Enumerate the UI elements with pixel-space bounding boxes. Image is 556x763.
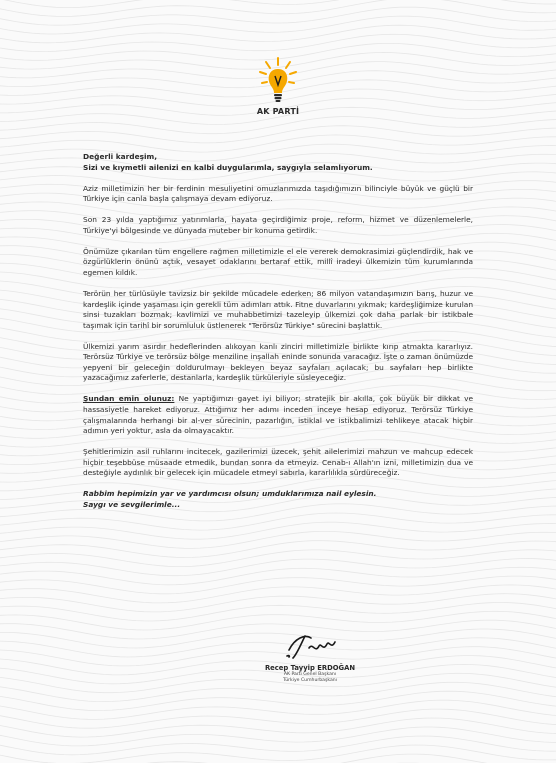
wave-line [0, 718, 556, 737]
wave-line [0, 567, 556, 585]
letter-paragraph: Ülkemizi yarım asırdır hedeflerinden alıkoyan kanlı zinciri milletimizle birlikte kırıp atmakta kararlıyız. Terörsüz Türkiye ve terörsüz bölge menziline inşallah eninde sonunda varacağız. İşte o zaman önümüzde yepyeni bir geleceğin doldurulmayı bekleyen beyaz sayfaları açılacak; bu sayfaları hep birlikte yazacağımız zaferlerle, destanlarla, kardeşlik türküleriyle süsleyeceğiz. [83, 341, 473, 383]
letter-paragraph-emphasis [83, 394, 473, 436]
wave-line [0, 585, 556, 603]
handwritten-signature [275, 628, 345, 662]
letter-paragraph: Önümüze çıkarılan tüm engellere rağmen milletimizle el ele vererek demokrasimizi güçlendirdik, hak ve özgürlüklerin önünü açtık, vesayet odaklarını bertaraf ettik, millî iradeyi ülkemizin tüm kurumlarında egemen kıldık. [83, 246, 473, 277]
signature-block [240, 628, 380, 684]
wave-line [0, 603, 556, 622]
letter-paragraph: Şehitlerimizin asil ruhlarını incitecek, gazilerimizi üzecek, şehit ailelerimizi mahzun ve mahcup edecek hiçbir teşebbüse müsaade etmedik, bundan sonra da etmeyiz. Cenab-ı Allah'ın izni, milletimizin dua ve desteğiyle aydınlık bir gelecek için mücadele etmeyi sabırla, kararlılıkla sürdüreceğiz. [83, 447, 473, 478]
letter-body [83, 152, 473, 521]
logo-text: AK PARTİ [256, 107, 300, 116]
greeting-line: Sizi ve kıymetli ailenizi en kalbî duygularımla, saygıyla selamlıyorum. [83, 162, 373, 172]
ak-parti-logo [248, 56, 308, 126]
wave-line [0, 25, 556, 43]
closing-line: Saygı ve sevgilerimle... [83, 499, 181, 509]
wave-line [0, 7, 556, 25]
wave-line [0, 0, 556, 16]
greeting-salutation: Değerli kardeşim, [83, 152, 158, 161]
wave-line [0, 682, 556, 701]
wave-line [0, 736, 556, 755]
wave-line [0, 34, 556, 51]
signatory-title: AK Parti Genel Başkanı [283, 672, 337, 677]
wave-line [0, 594, 556, 612]
wave-line [0, 0, 556, 8]
emphasis-lead: Şundan emin olunuz: [83, 394, 175, 404]
wave-line [0, 16, 556, 34]
closing-line: Rabbim hepimizin yar ve yardımcısı olsun; umduklarımıza nail eylesin. [83, 489, 377, 499]
letter-paragraph: Aziz milletimizin her bir ferdinin mesuliyetini omuzlarımızda taşıdığımızın bilinciyle büyük ve güçlü bir Türkiye için canla başla çalışmaya devam ediyoruz. [83, 183, 473, 204]
wave-line [0, 754, 556, 763]
letter-closing [83, 489, 473, 510]
emphasis-body: Ne yaptığımızı gayet iyi biliyor; stratejik bir akılla, çok büyük bir dikkat ve hassasiyetle hareket ediyoruz. Attığımız her adımı inceden inceye hesap ediyoruz. Terörsüz Türkiye çalışmalarında herhangi bir al-ver sürecinin, pazarlığın, istiklal ve istikbalimizi tehlikeye atacak hiçbir adımın yeri yoktur, asla da olmayacaktır. [83, 394, 474, 436]
letter-paragraph: Terörün her türlüsüyle tavizsiz bir şekilde mücadele ederken; 86 milyon vatandaşımızın barış, huzur ve kardeşlik içinde yaşaması için gerekli tüm adımları attık. Fitne duvarlarını yıkmak; kardeşliğimize kurulan sinsi tuzakları bozmak; kavlimizi ve muhabbetimizi tazeleyip ülkemizi çok daha parlak bir istikbale taşımak için tarihî bir sorumluluk üstlenerek "Terörsüz Türkiye" sürecini başlattık. [83, 288, 473, 330]
signatory-title: Türkiye Cumhurbaşkanı [283, 678, 337, 683]
letter-paragraph: Son 23 yılda yaptığımız yatırımlarla, hayata geçirdiğimiz proje, reform, hizmet ve düzenlemelerle, Türkiye'yi bölgesinde ve dünyada muteber bir konuma getirdik. [83, 215, 473, 235]
wave-line [0, 576, 556, 594]
letter-greeting [83, 152, 473, 173]
wave-line [0, 727, 556, 746]
wave-line [0, 559, 556, 576]
lightbulb-logo-icon [258, 56, 298, 106]
signatory-name: Recep Tayyip ERDOĞAN [264, 664, 356, 672]
wave-line [0, 745, 556, 763]
